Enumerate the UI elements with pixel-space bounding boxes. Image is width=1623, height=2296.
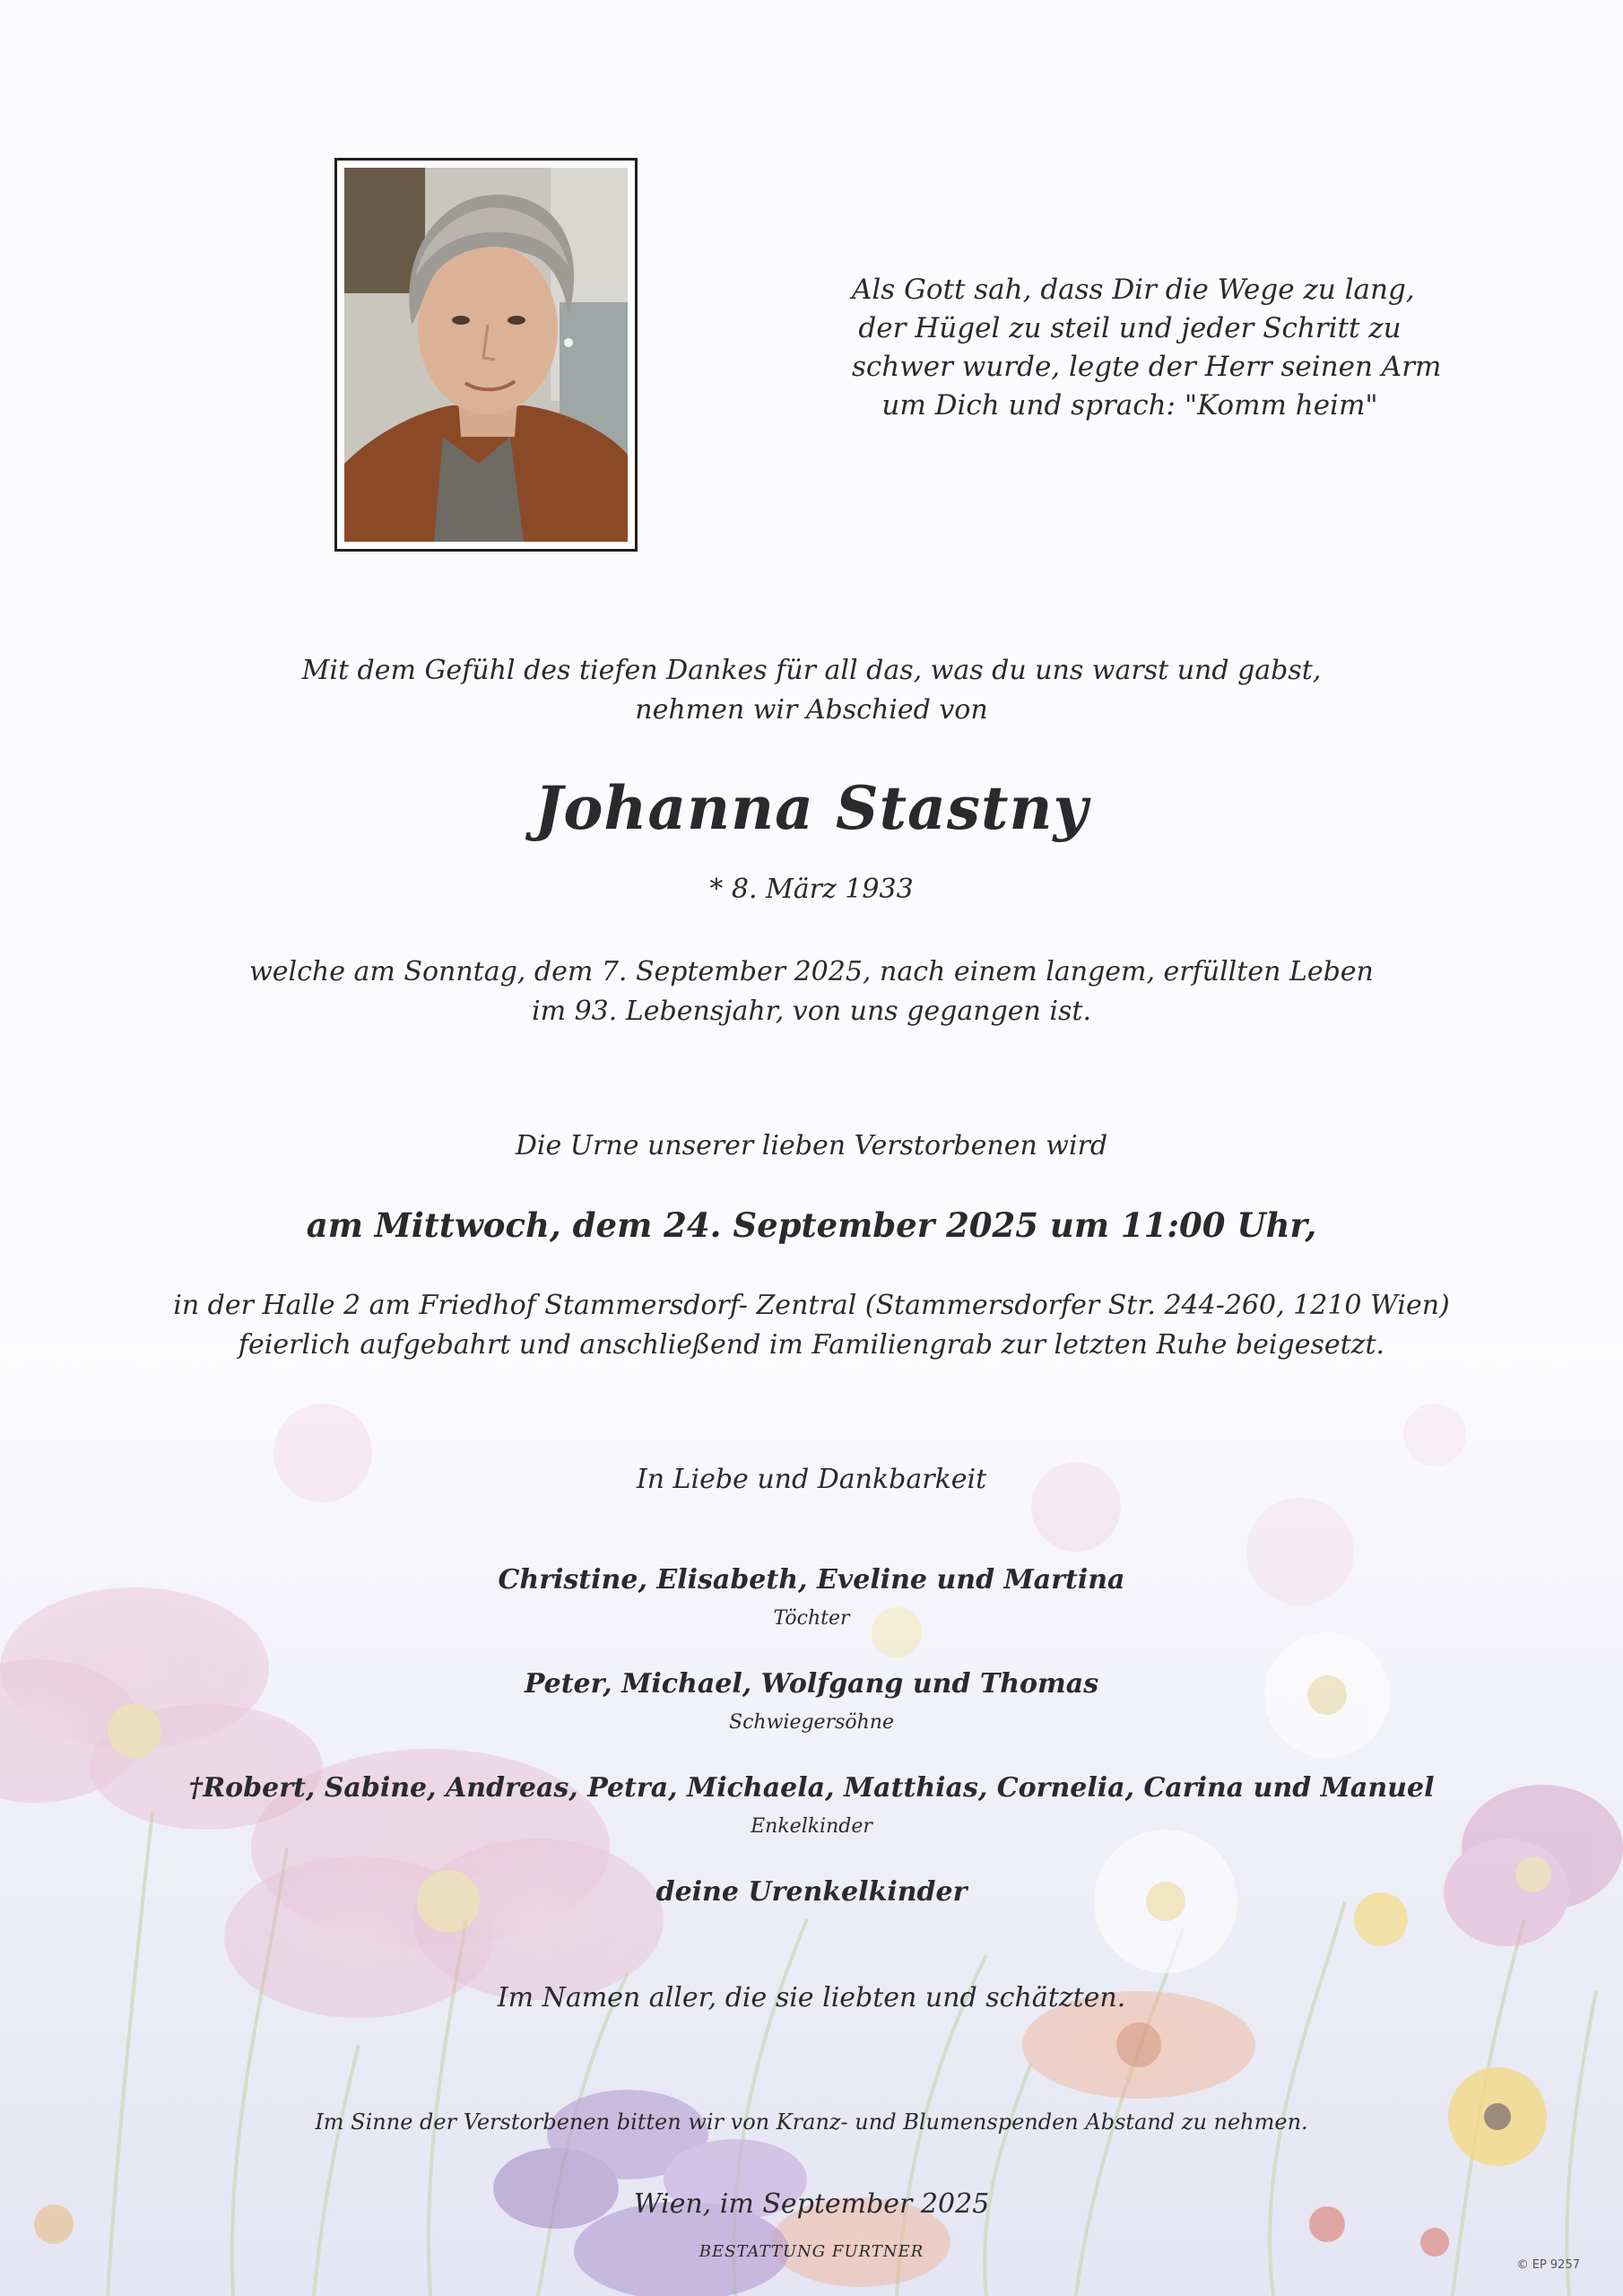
family-names-sons-in-law: Peter, Michael, Wolfgang und Thomas — [524, 1668, 1099, 1700]
portrait-photo-icon — [344, 168, 628, 542]
ceremony-location-line: feierlich aufgebahrt und anschließend im Familiengrab zur letzten Ruhe beigesetzt. — [238, 1329, 1385, 1361]
donation-note: Im Sinne der Verstorbenen bitten wir von Kranz- und Blumenspenden Abstand zu nehmen. — [315, 2109, 1308, 2135]
passing-line: im 93. Lebensjahr, von uns gegangen ist. — [531, 996, 1091, 1027]
family-names-grandchildren: †Robert, Sabine, Andreas, Petra, Michaela, Matthias, Cornelia, Carina und Manuel — [188, 1772, 1435, 1804]
verse-line: schwer wurde, legte der Herr seinen Arm — [852, 351, 1442, 383]
funeral-home: BESTATTUNG FURTNER — [699, 2242, 924, 2261]
verse-line: um Dich und sprach: "Komm heim" — [881, 389, 1378, 422]
in-name-of-all: Im Namen aller, die sie liebten und schätzten. — [497, 1982, 1126, 2013]
family-role-sons-in-law: Schwiegersöhne — [729, 1711, 894, 1734]
closing-love: In Liebe und Dankbarkeit — [636, 1464, 987, 1495]
verse-line: der Hügel zu steil und jeder Schritt zu — [858, 312, 1402, 344]
intro-line: Mit dem Gefühl des tiefen Dankes für all das, was du uns warst und gabst, — [301, 655, 1322, 686]
family-names-daughters: Christine, Elisabeth, Eveline und Martina — [498, 1564, 1125, 1596]
intro-line: nehmen wir Abschied von — [635, 694, 988, 726]
deceased-name: Johanna Stastny — [534, 773, 1089, 843]
urn-intro: Die Urne unserer lieben Verstorbenen wird — [515, 1130, 1108, 1161]
birth-date: * 8. März 1933 — [709, 874, 914, 905]
verse-line: Als Gott sah, dass Dir die Wege zu lang, — [852, 274, 1415, 306]
portrait-photo-frame — [334, 158, 638, 552]
family-role-daughters: Töchter — [773, 1607, 850, 1630]
ceremony-date: am Mittwoch, dem 24. September 2025 um 11:00 Uhr, — [306, 1205, 1317, 1245]
ceremony-location-line: in der Halle 2 am Friedhof Stammersdorf- Zentral (Stammersdorfer Str. 244-260, 1210 Wien) — [173, 1290, 1450, 1321]
passing-line: welche am Sonntag, dem 7. September 2025, nach einem langem, erfüllten Leben — [249, 956, 1374, 987]
family-role-grandchildren: Enkelkinder — [751, 1815, 872, 1838]
place-date: Wien, im September 2025 — [633, 2188, 990, 2220]
memorial-verse — [852, 271, 1442, 425]
great-grandchildren: deine Urenkelkinder — [655, 1876, 968, 1908]
ep-code: © EP 9257 — [1516, 2258, 1580, 2272]
